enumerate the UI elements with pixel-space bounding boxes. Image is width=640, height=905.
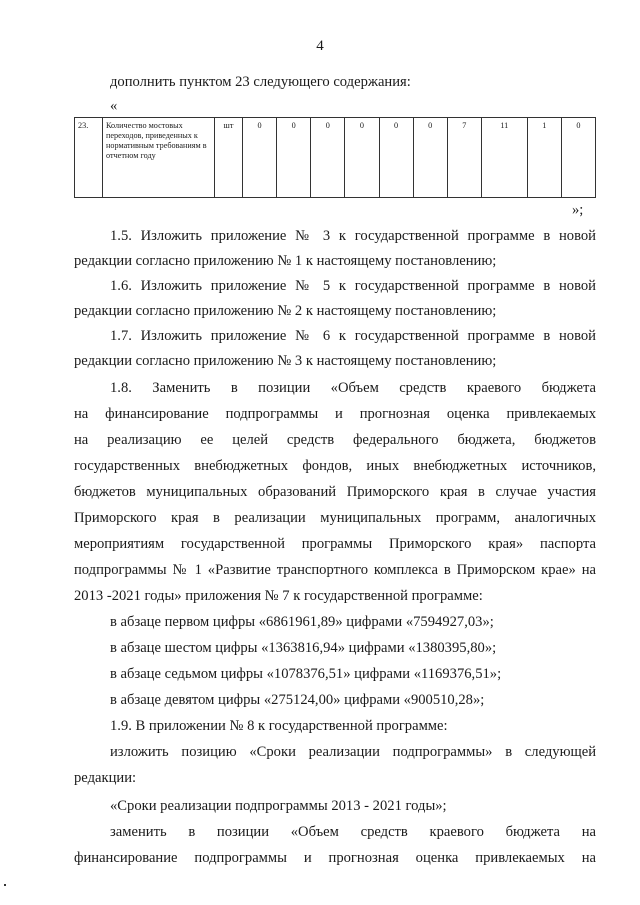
row-value: 0 — [345, 118, 379, 198]
row-unit: шт — [215, 118, 243, 198]
row-value: 0 — [379, 118, 413, 198]
paragraph-1-7-line: редакции согласно приложению № 3 к настоящему постановлению; — [74, 353, 497, 369]
indicator-table — [74, 117, 596, 198]
paragraph-1-8-line: бюджетов муниципальных образований Приморского края в случае участия — [74, 484, 596, 500]
paragraph-1-8-line: мероприятиям государственной программы Приморского края» паспорта — [74, 536, 596, 552]
row-value: 0 — [561, 118, 595, 198]
paragraph-1-9: 1.9. В приложении № 8 к государственной программе: — [110, 718, 448, 734]
paragraph-1-8-line: на реализацию ее целей средств федерального бюджета, бюджетов — [74, 432, 596, 448]
row-value: 0 — [277, 118, 311, 198]
row-value: 0 — [311, 118, 345, 198]
paragraph-1-5-line: редакции согласно приложению № 1 к настоящему постановлению; — [74, 253, 497, 269]
row-value: 1 — [527, 118, 561, 198]
table-row — [75, 118, 596, 198]
paragraph-1-8-line: 2013 -2021 годы» приложения № 7 к государственной программе: — [74, 588, 483, 604]
paragraph-1-9b: «Сроки реализации подпрограммы 2013 - 2021 годы»; — [110, 798, 447, 814]
abzac-line: в абзаце седьмом цифры «1078376,51» цифрами «1169376,51»; — [110, 666, 502, 682]
abzac-line: в абзаце шестом цифры «1363816,94» цифрами «1380395,80»; — [110, 640, 497, 656]
paragraph-1-9c-line: заменить в позиции «Объем средств краевого бюджета на — [110, 824, 596, 840]
paragraph-1-9a-line: изложить позицию «Сроки реализации подпрограммы» в следующей — [110, 744, 596, 760]
paragraph-1-6-line: 1.6. Изложить приложение № 5 к государственной программе в новой — [110, 278, 596, 294]
row-value: 0 — [413, 118, 447, 198]
paragraph-1-7-line: 1.7. Изложить приложение № 6 к государственной программе в новой — [110, 328, 596, 344]
abzac-line: в абзаце девятом цифры «275124,00» цифрами «900510,28»; — [110, 692, 485, 708]
intro-line: дополнить пунктом 23 следующего содержания: — [110, 74, 411, 90]
scan-mark — [4, 884, 6, 886]
row-name: Количество мостовых переходов, приведенных к нормативным требованиям в отчетном году — [103, 118, 215, 198]
close-quote: »; — [572, 202, 584, 218]
paragraph-1-8-line: государственных внебюджетных фондов, иных внебюджетных источников, — [74, 458, 596, 474]
paragraph-1-8-line: на финансирование подпрограммы и прогнозная оценка привлекаемых — [74, 406, 596, 422]
paragraph-1-8-line: 1.8. Заменить в позиции «Объем средств краевого бюджета — [110, 380, 596, 396]
paragraph-1-9c-line: финансирование подпрограммы и прогнозная оценка привлекаемых на — [74, 850, 596, 866]
paragraph-1-5-line: 1.5. Изложить приложение № 3 к государственной программе в новой — [110, 228, 596, 244]
row-value: 7 — [447, 118, 481, 198]
row-value: 11 — [481, 118, 527, 198]
paragraph-1-9a-line: редакции: — [74, 770, 137, 786]
paragraph-1-6-line: редакции согласно приложению № 2 к настоящему постановлению; — [74, 303, 497, 319]
row-number: 23. — [75, 118, 103, 198]
page-number: 4 — [316, 38, 324, 54]
abzac-line: в абзаце первом цифры «6861961,89» цифрами «7594927,03»; — [110, 614, 494, 630]
paragraph-1-8-line: Приморского края в реализации муниципальных программ, аналогичных — [74, 510, 596, 526]
paragraph-1-8-line: подпрограммы № 1 «Развитие транспортного комплекса в Приморском крае» на — [74, 562, 596, 578]
open-quote: « — [110, 98, 118, 114]
row-value: 0 — [243, 118, 277, 198]
